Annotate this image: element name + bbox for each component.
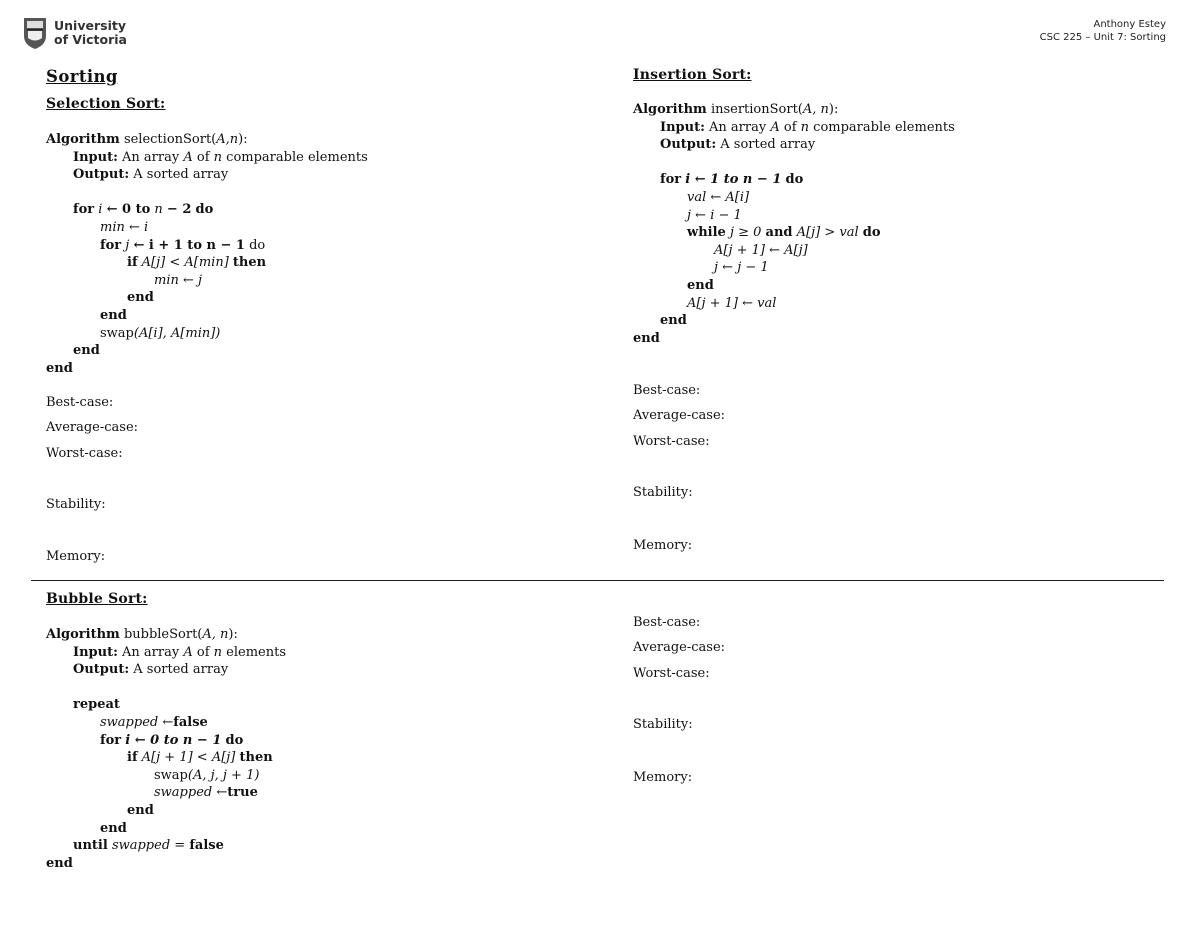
selection-sort-heading: Selection Sort: [46, 96, 166, 112]
selection-sort-pseudocode [46, 131, 368, 377]
kw-end: end [46, 855, 73, 871]
selection-memory: Memory: [46, 549, 106, 564]
kw-end: end [687, 277, 714, 293]
bubble-average-case: Average-case: [633, 640, 726, 655]
input-of: of [196, 149, 210, 165]
kw-true: true [227, 785, 258, 801]
line-j: j ← i − 1 [687, 207, 742, 223]
bubble-sort-pseudocode [46, 626, 286, 872]
sig-end: ): [828, 102, 839, 117]
line-min: min ← i [100, 219, 149, 235]
var-n: n [213, 644, 223, 660]
while-cond1: j ≥ 0 [729, 225, 762, 241]
kw-for: for [660, 172, 682, 188]
kw-if: if [127, 750, 138, 766]
kw-do: do [862, 225, 881, 241]
kw-end: end [100, 307, 127, 323]
input-kw: Input: [660, 119, 705, 135]
kw-while: while [687, 225, 726, 241]
kw-false: false [173, 714, 208, 730]
insertion-best-case: Best-case: [633, 383, 701, 398]
kw-end: end [127, 802, 154, 818]
kw-and: and [765, 225, 793, 241]
kw-algorithm: Algorithm [46, 132, 120, 147]
var-swapped: swapped [154, 785, 213, 801]
var-n: n [154, 202, 163, 218]
fn-swap: swap [100, 325, 134, 341]
output-text: A sorted array [133, 662, 229, 678]
header-info [1040, 18, 1166, 44]
output-kw: Output: [73, 662, 130, 678]
kw-false: false [189, 838, 224, 854]
sig-end: ): [228, 627, 238, 642]
var-swapped: swapped [111, 838, 171, 854]
signature: selectionSort( [123, 132, 217, 147]
kw-end: end [660, 313, 687, 329]
logo-line2: of Victoria [54, 32, 127, 47]
sig-end: ): [238, 132, 248, 147]
bubble-sort-heading: Bubble Sort: [46, 591, 148, 607]
input-text: An array [122, 149, 180, 165]
selection-worst-case: Worst-case: [46, 446, 123, 461]
eq: = [174, 838, 186, 854]
output-kw: Output: [73, 167, 130, 183]
kw-if: if [127, 255, 138, 271]
university-logo [22, 16, 127, 50]
kw-end: end [633, 330, 660, 346]
line-place: A[j + 1] ← val [687, 295, 777, 311]
kw-until: until [73, 838, 108, 854]
output-kw: Output: [660, 137, 717, 153]
line-shift: A[j + 1] ← A[j] [714, 242, 808, 258]
logo-line1: University [54, 18, 126, 33]
kw-end: end [73, 343, 100, 359]
selection-best-case: Best-case: [46, 395, 114, 410]
kw-then: then [239, 750, 273, 766]
line-assign: min ← j [154, 272, 203, 288]
for-range: ← 0 to [106, 202, 151, 218]
section-divider [31, 580, 1164, 581]
input-post: comparable elements [226, 149, 368, 165]
if-condition: A[j + 1] < A[j] [141, 750, 236, 766]
input-text: An array [122, 644, 180, 660]
sig-args: A, n [202, 627, 229, 642]
var-a: A [183, 149, 193, 165]
kw-algorithm: Algorithm [633, 102, 707, 117]
author-name: Anthony Estey [1093, 19, 1166, 30]
insertion-worst-case: Worst-case: [633, 434, 710, 449]
output-text: A sorted array [720, 137, 816, 153]
insertion-sort-heading: Insertion Sort: [633, 67, 752, 83]
kw-then: then [232, 255, 267, 271]
arrow: ← [216, 785, 228, 801]
sig-args: A,n [216, 132, 239, 147]
kw-for: for [100, 237, 122, 253]
input-of: of [196, 644, 210, 660]
bubble-best-case: Best-case: [633, 615, 701, 630]
course-title: CSC 225 – Unit 7: Sorting [1039, 32, 1166, 43]
arrow: ← [162, 714, 174, 730]
insertion-sort-pseudocode [633, 101, 955, 347]
signature: bubbleSort( [123, 627, 203, 642]
kw-end: end [127, 290, 154, 306]
kw-end: end [100, 820, 127, 836]
var-j: j [125, 237, 130, 253]
var-a: A [770, 119, 780, 135]
insertion-average-case: Average-case: [633, 408, 726, 423]
input-post: elements [226, 644, 287, 660]
bubble-memory: Memory: [633, 770, 693, 785]
kw-for: for [73, 202, 95, 218]
swap-args: (A, j, j + 1) [187, 767, 260, 783]
for-end: − 2 [166, 202, 192, 218]
fn-swap: swap [154, 767, 188, 783]
kw-do: do [249, 237, 266, 253]
output-text: A sorted array [133, 167, 229, 183]
input-text: An array [709, 119, 767, 135]
var-n: n [800, 119, 810, 135]
insertion-stability: Stability: [633, 485, 693, 500]
kw-do: do [225, 732, 244, 748]
kw-do: do [195, 202, 214, 218]
var-swapped: swapped [100, 714, 159, 730]
var-n: n [213, 149, 223, 165]
kw-do: do [785, 172, 804, 188]
input-kw: Input: [73, 644, 118, 660]
selection-average-case: Average-case: [46, 420, 139, 435]
for-range: ← i + 1 to n − 1 [133, 237, 245, 253]
insertion-memory: Memory: [633, 538, 693, 553]
bubble-worst-case: Worst-case: [633, 666, 710, 681]
crest-icon [22, 16, 48, 50]
swap-args: (A[i], A[min]) [133, 325, 221, 341]
input-kw: Input: [73, 149, 118, 165]
for-range: i ← 1 to n − 1 [685, 172, 782, 188]
var-a: A [183, 644, 193, 660]
input-post: comparable elements [813, 119, 955, 135]
sig-args: A, n [802, 102, 829, 117]
page-title: Sorting [46, 67, 118, 86]
kw-algorithm: Algorithm [46, 627, 120, 642]
input-of: of [783, 119, 797, 135]
kw-for: for [100, 732, 122, 748]
if-condition: A[j] < A[min] [141, 255, 229, 271]
kw-repeat: repeat [73, 697, 120, 713]
for-range: i ← 0 to n − 1 [125, 732, 222, 748]
selection-stability: Stability: [46, 497, 106, 512]
line-val: val ← A[i] [687, 189, 750, 205]
signature: insertionSort( [710, 102, 803, 117]
bubble-stability: Stability: [633, 717, 693, 732]
while-cond2: A[j] > val [796, 225, 859, 241]
kw-end: end [46, 360, 73, 376]
var-i: i [98, 202, 103, 218]
line-jdec: j ← j − 1 [714, 260, 769, 276]
